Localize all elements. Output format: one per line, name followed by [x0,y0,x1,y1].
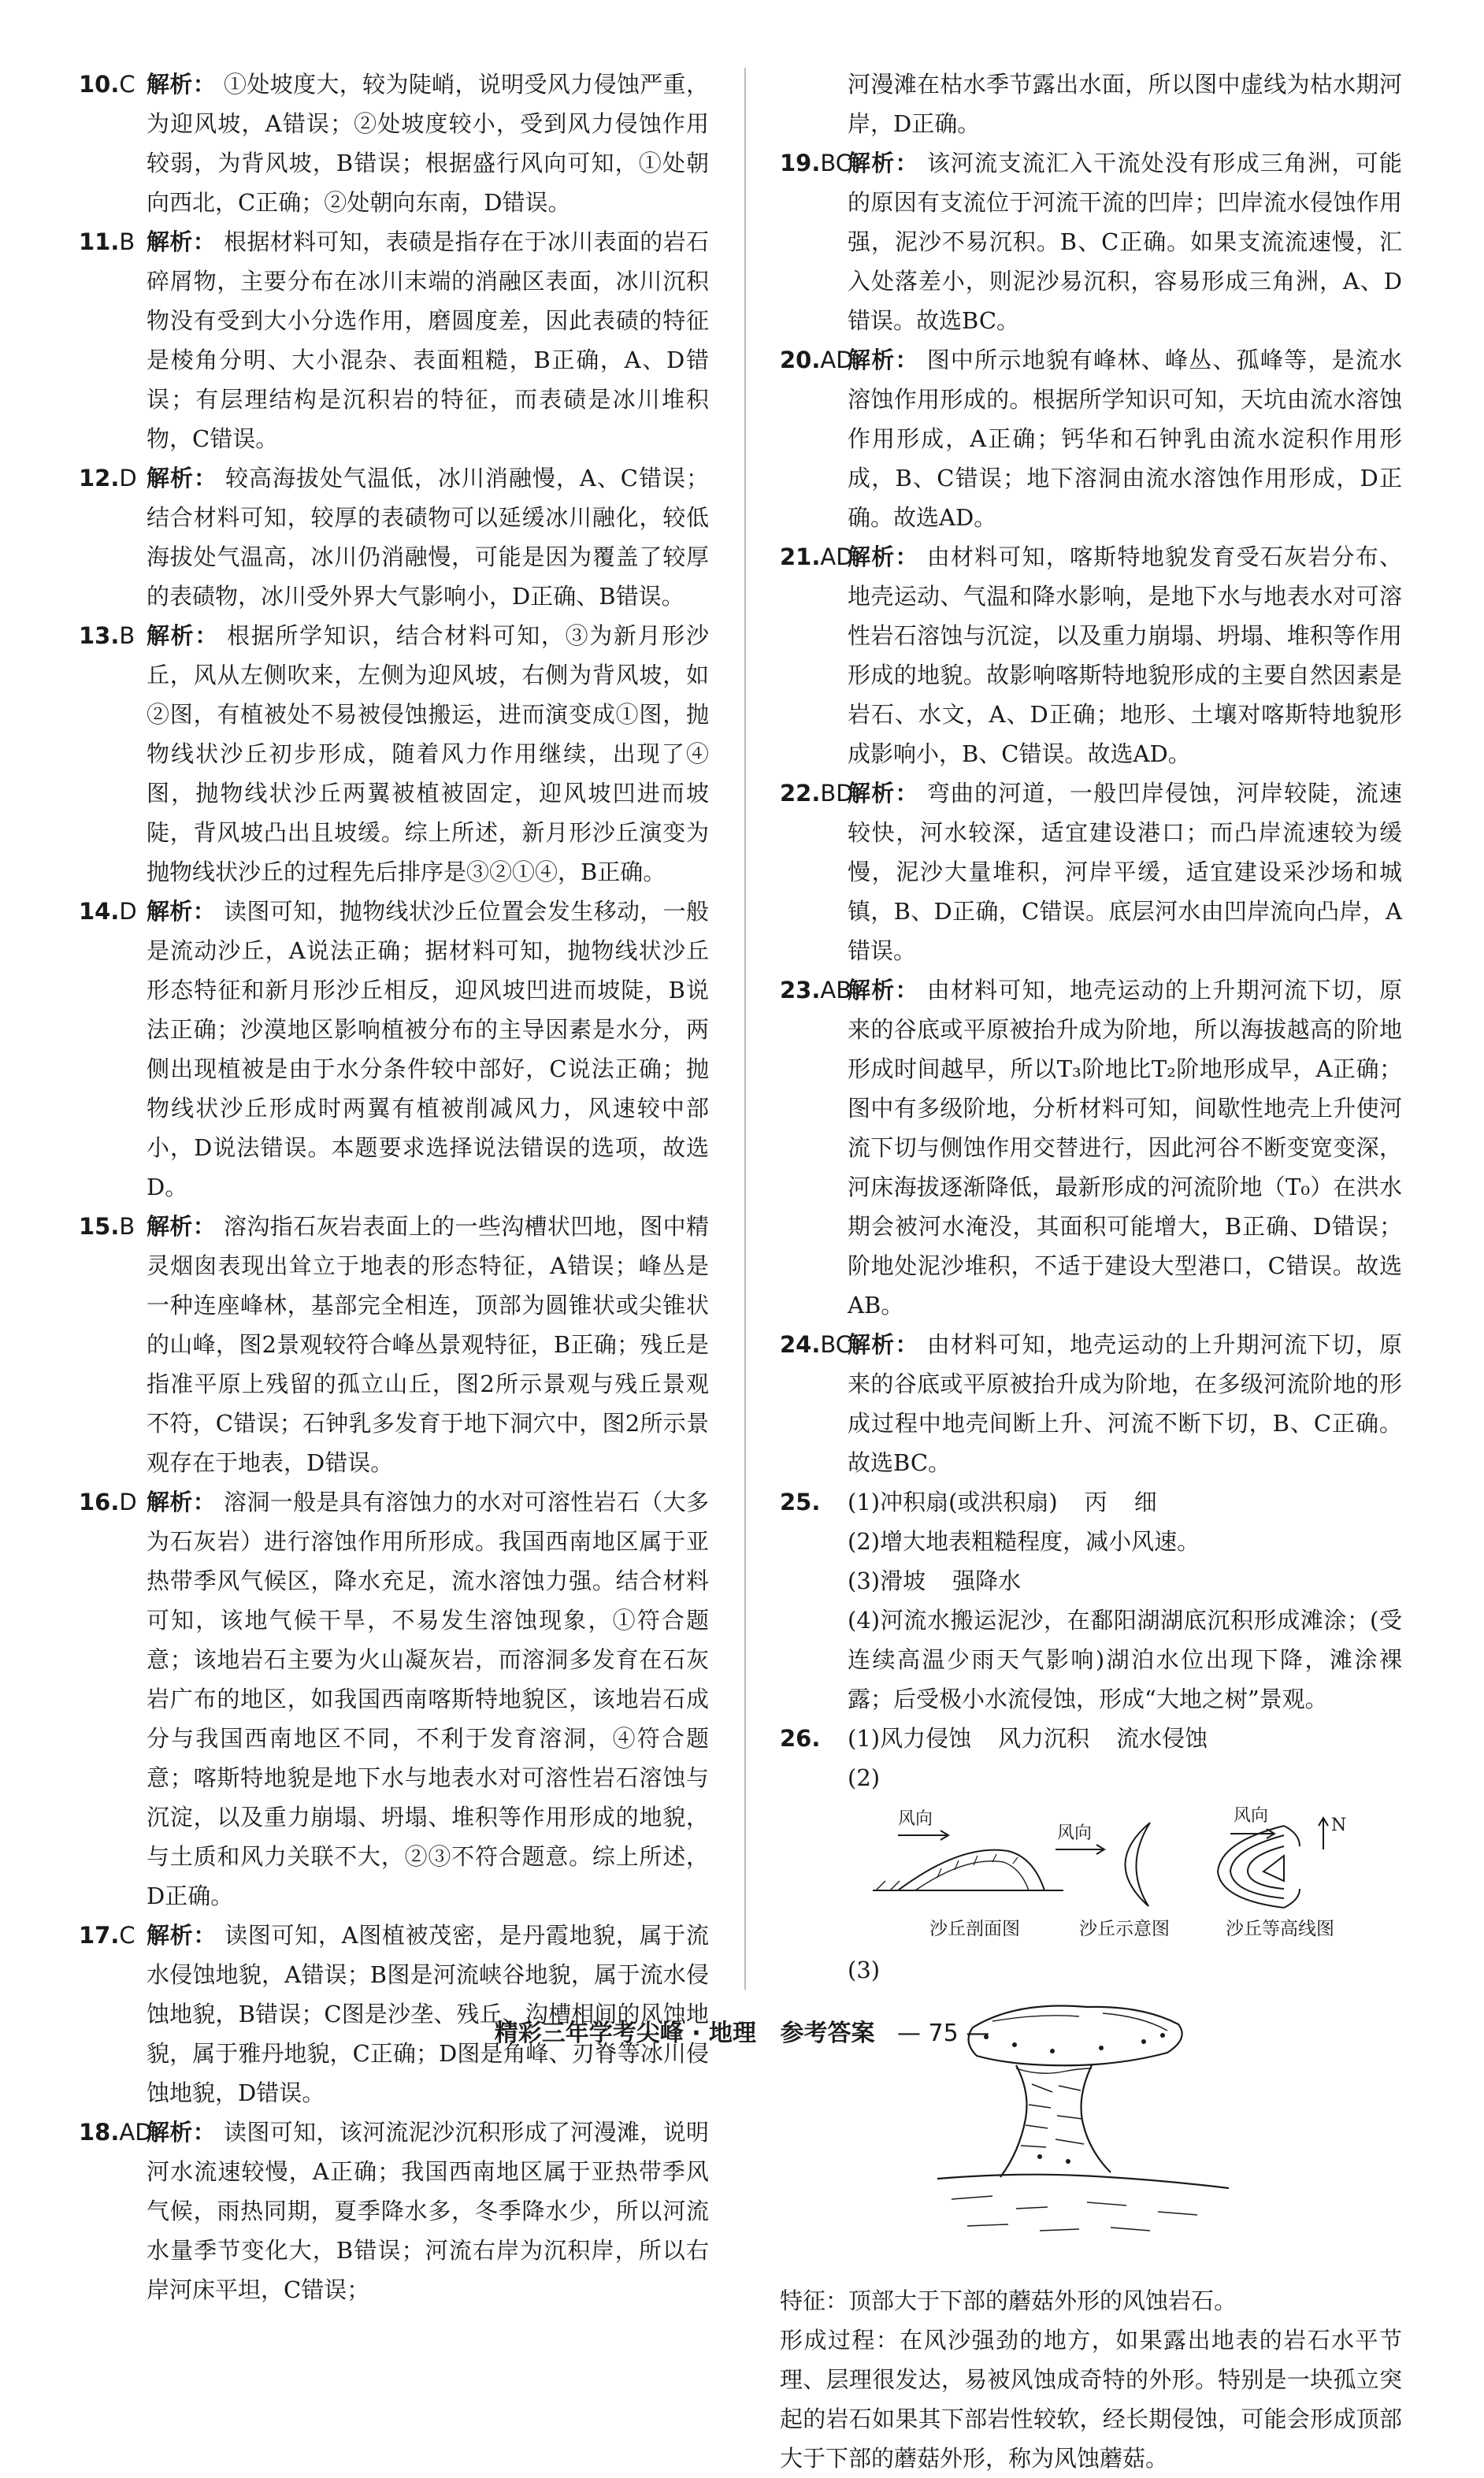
question-number: 12.D [79,465,137,492]
analysis-text: 读图可知，该河流泥沙沉积形成了河漫滩，说明河水流速较慢，A正确；我国西南地区属于亚热带季风气候，雨热同期，夏季降水多，冬季降水少，所以河流水量季节变化大，B错误；河流右岸为沉积岸，所以右岸河床平坦，C错误； [147,2119,709,2303]
analysis-text: 由材料可知，喀斯特地貌发育受石灰岩分布、地壳运动、气温和降水影响，是地下水与地表水对可溶性岩石溶蚀与沉淀，以及重力崩塌、坍塌、堆积等作用形成的地貌。故影响喀斯特地貌形成的主要自然因素是岩石、水文，A、D正确；地形、土壤对喀斯特地貌形成影响小，B、C错误。故选AD。 [848,543,1402,767]
analysis-text: 由材料可知，地壳运动的上升期河流下切，原来的谷底或平原被抬升成为阶地，在多级河流阶地的形成过程中地壳间断上升、河流不断下切，B、C正确。故选BC。 [848,1331,1402,1476]
question-number: 22.BD [780,780,854,807]
question-number: 25. [780,1489,821,1515]
q25-part-1: (1)冲积扇(或洪积扇) 丙 细 [848,1489,1157,1515]
question-number: 10.C [79,71,135,98]
analysis-label: 解析： [147,228,217,255]
analysis-label: 解析： [147,622,220,649]
answer-item-22 [780,773,1402,970]
figure-caption: 沙丘示意图 [1079,1919,1170,1939]
left-column [79,65,709,2309]
process-text: 形成过程：在风沙强劲的地方，如果露出地表的岩石水平节理、层理很发达，易被风蚀成奇特的外形。特别是一块孤立突起的岩石如果其下部岩性较软，经长期侵蚀，可能会形成顶部大于下部的蘑菇外形，称为风蚀蘑菇。 [780,2327,1402,2472]
book-title: 精彩三年学考尖峰 · 地理 [494,2020,757,2047]
wind-direction-label: 风向 [1234,1806,1269,1826]
dune-contour-drawing [1218,1818,1328,1908]
figure-caption: 沙丘剖面图 [929,1919,1020,1939]
q25-part-3: (3)滑坡 强降水 [848,1567,1022,1594]
q25-part-4: (4)河流水搬运泥沙，在鄱阳湖湖底沉积形成滩涂；(受连续高温少雨天气影响)湖泊水位出现下降，滩涂裸露；后受极小水流侵蚀，形成“大地之树”景观。 [848,1607,1402,1712]
question-number: 17.C [79,1922,135,1949]
q26-part-2-label: (2) [848,1764,881,1791]
dune-profile-drawing [873,1831,1063,1890]
analysis-label: 解析： [848,780,919,807]
answer-item-13 [79,616,709,892]
question-number: 19.BC [780,150,852,176]
analysis-label: 解析： [147,2119,217,2146]
answer-item-16 [79,1482,709,1916]
analysis-text: 读图可知，A图植被茂密，是丹霞地貌，属于流水侵蚀地貌，A错误；B图是河流峡谷地貌，属于流水侵蚀地貌，B错误；C图是沙垄、残丘、沟槽相间的风蚀地貌，属于雅丹地貌，C正确；D图是角峰、刃脊等冰川侵蚀地貌，D错误。 [147,1922,709,2106]
analysis-label: 解析： [147,1213,217,1240]
answer-item-24 [780,1325,1402,1482]
dune-figure [780,1802,1402,1944]
answer-item-14 [79,892,709,1207]
question-number: 21.AD [780,543,854,570]
q26-part-1: (1)风力侵蚀 风力沉积 流水侵蚀 [848,1725,1208,1752]
answer-item-21 [780,537,1402,773]
analysis-label: 解析： [848,543,919,570]
question-number: 14.D [79,898,137,925]
question-number: 11.B [79,228,135,255]
north-label: N [1331,1816,1347,1835]
analysis-label: 解析： [848,1331,919,1358]
page-number: — 75 — [896,2020,990,2047]
analysis-label: 解析： [147,1922,217,1949]
analysis-text: 弯曲的河道，一般凹岸侵蚀，河岸较陡，流速较快，河水较深，适宜建设港口；而凸岸流速较为缓慢，泥沙大量堆积，河岸平缓，适宜建设采沙场和城镇，B、D正确，C错误。底层河水由凹岸流向凸岸，A错误。 [848,780,1402,964]
question-number: 24.BC [780,1331,852,1358]
answer-item-19 [780,143,1402,340]
question-number: 16.D [79,1489,137,1515]
analysis-label: 解析： [848,977,919,1003]
analysis-text: 较高海拔处气温低，冰川消融慢，A、C错误；结合材料可知，较厚的表碛物可以延缓冰川融化，较低海拔处气温高，冰川仍消融慢，可能是因为覆盖了较厚的表碛物，冰川受外界大气影响小，D正确、B错误。 [147,465,709,610]
answer-item-10 [79,65,709,222]
analysis-text: 溶沟指石灰岩表面上的一些沟槽状凹地，图中精灵烟囱表现出耸立于地表的形态特征，A错误；峰丛是一种连座峰林，基部完全相连，顶部为圆锥状或尖锥状的山峰，图2景观较符合峰丛景观特征，B正确；残丘是指准平原上残留的孤立山丘，图2所示景观与残丘景观不符，C错误；石钟乳多发育于地下洞穴中，图2所示景观存在于地表，D错误。 [147,1213,709,1476]
page-footer [0,2013,1484,2048]
question-number: 26. [780,1725,821,1752]
q26-part-3 [780,1950,1402,1990]
answer-item-12 [79,458,709,616]
answer-item-25 [780,1482,1402,1719]
answer-item-18 [79,2113,709,2309]
analysis-label: 解析： [147,898,217,925]
analysis-text: 溶洞一般是具有溶蚀力的水对可溶性岩石（大多为石灰岩）进行溶蚀作用所形成。我国西南地区属于亚热带季风气候区，降水充足，流水溶蚀力强。结合材料可知，该地气候干旱，不易发生溶蚀现象，①符合题意；该地岩石主要为火山凝灰岩，而溶洞多发育在石灰岩广布的地区，如我国西南喀斯特地貌区，该地岩石成分与我国西南地区不同，不利于发育溶洞，④符合题意；喀斯特地貌是地下水与地表水对可溶性岩石溶蚀与沉淀，以及重力崩塌、坍塌、堆积等作用形成的地貌，与土质和风力关联不大，②③不符合题意。综上所述，D正确。 [147,1489,709,1909]
analysis-label: 解析： [848,150,919,176]
analysis-label: 解析： [147,465,217,492]
q26-part-3-answer [780,2281,1402,2478]
column-divider [744,68,746,1990]
figure-caption: 沙丘等高线图 [1226,1919,1334,1939]
wind-direction-label: 风向 [898,1809,933,1829]
analysis-text: 该河流支流汇入干流处没有形成三角洲，可能的原因有支流位于河流干流的凹岸；凹岸流水侵蚀作用强，泥沙不易沉积。B、C正确。如果支流流速慢，汇入处落差小，则泥沙易沉积，容易形成三角洲，A、D错误。故选BC。 [848,150,1402,334]
answer-item-11 [79,222,709,458]
answer-item-26 [780,1719,1402,1797]
analysis-text: 根据材料可知，表碛是指存在于冰川表面的岩石碎屑物，主要分布在冰川末端的消融区表面，冰川沉积物没有受到大小分选作用，磨圆度差，因此表碛的特征是棱角分明、大小混杂、表面粗糙，B正确，A、D错误；有层理结构是沉积岩的特征，而表碛是冰川堆积物，C错误。 [147,228,709,452]
q26-part-3-label: (3) [848,1957,881,1983]
question-number: 15.B [79,1213,135,1240]
analysis-label: 解析： [147,71,217,98]
analysis-text: 由材料可知，地壳运动的上升期河流下切，原来的谷底或平原被抬升成为阶地，所以海拔越高的阶地形成时间越早，所以T₃阶地比T₂阶地形成早，A正确；图中有多级阶地，分析材料可知，间歇性地壳上升使河流下切与侧蚀作用交替进行，因此河谷不断变宽变深，河床海拔逐渐降低，最新形成的河流阶地（T₀）在洪水期会被河水淹没，其面积可能增大，B正确、D错误；阶地处泥沙堆积，不适于建设大型港口，C错误。故选AB。 [848,977,1402,1319]
question-number: 13.B [79,622,135,649]
analysis-text: 根据所学知识，结合材料可知，③为新月形沙丘，风从左侧吹来，左侧为迎风坡，右侧为背风坡，如②图，有植被处不易被侵蚀搬运，进而演变成①图，抛物线状沙丘初步形成，随着风力作用继续，出现了④图，抛物线状沙丘两翼被植被固定，迎风坡凹进而坡陡，背风坡凸出且坡缓。综上所述，新月形沙丘演变为抛物线状沙丘的过程先后排序是③②①④，B正确。 [147,622,709,885]
analysis-text: 图中所示地貌有峰林、峰丛、孤峰等，是流水溶蚀作用形成的。根据所学知识可知，天坑由流水溶蚀作用形成，A正确；钙华和石钟乳由流水淀积作用形成，B、C错误；地下溶洞由流水溶蚀作用形成，D正确。故选AD。 [848,347,1402,531]
analysis-text: ①处坡度大，较为陡峭，说明受风力侵蚀严重，为迎风坡，A错误；②处坡度较小，受到风力侵蚀作用较弱，为背风坡，B错误；根据盛行风向可知，①处朝向西北，C正确；②处朝向东南，D错误。 [147,71,709,216]
answer-item-18-continued [780,65,1402,143]
analysis-label: 解析： [147,1489,217,1515]
question-number: 18.AD [79,2119,153,2146]
section-name: 参考答案 [780,2020,875,2047]
wind-direction-label: 风向 [1057,1823,1093,1843]
answer-item-23 [780,970,1402,1325]
right-column [780,65,1402,2478]
answer-item-15 [79,1207,709,1482]
answer-item-20 [780,340,1402,537]
analysis-label: 解析： [848,347,919,373]
feature-text: 特征：顶部大于下部的蘑菇外形的风蚀岩石。 [780,2287,1237,2314]
analysis-text: 读图可知，抛物线状沙丘位置会发生移动，一般是流动沙丘，A说法正确；据材料可知，抛物线状沙丘形态特征和新月形沙丘相反，迎风坡凹进而坡陡，B说法正确；沙漠地区影响植被分布的主导因素是水分，两侧出现植被是由于水分条件较中部好，C说法正确；抛物线状沙丘形成时两翼有植被削减风力，风速较中部小，D说法错误。本题要求选择说法错误的选项，故选D。 [147,898,709,1200]
continued-text: 河漫滩在枯水季节露出水面，所以图中虚线为枯水期河岸，D正确。 [848,71,1402,137]
question-number: 20.AD [780,347,854,373]
q25-part-2: (2)增大地表粗糙程度，减小风速。 [848,1528,1200,1555]
question-number: 23.AB [780,977,852,1003]
